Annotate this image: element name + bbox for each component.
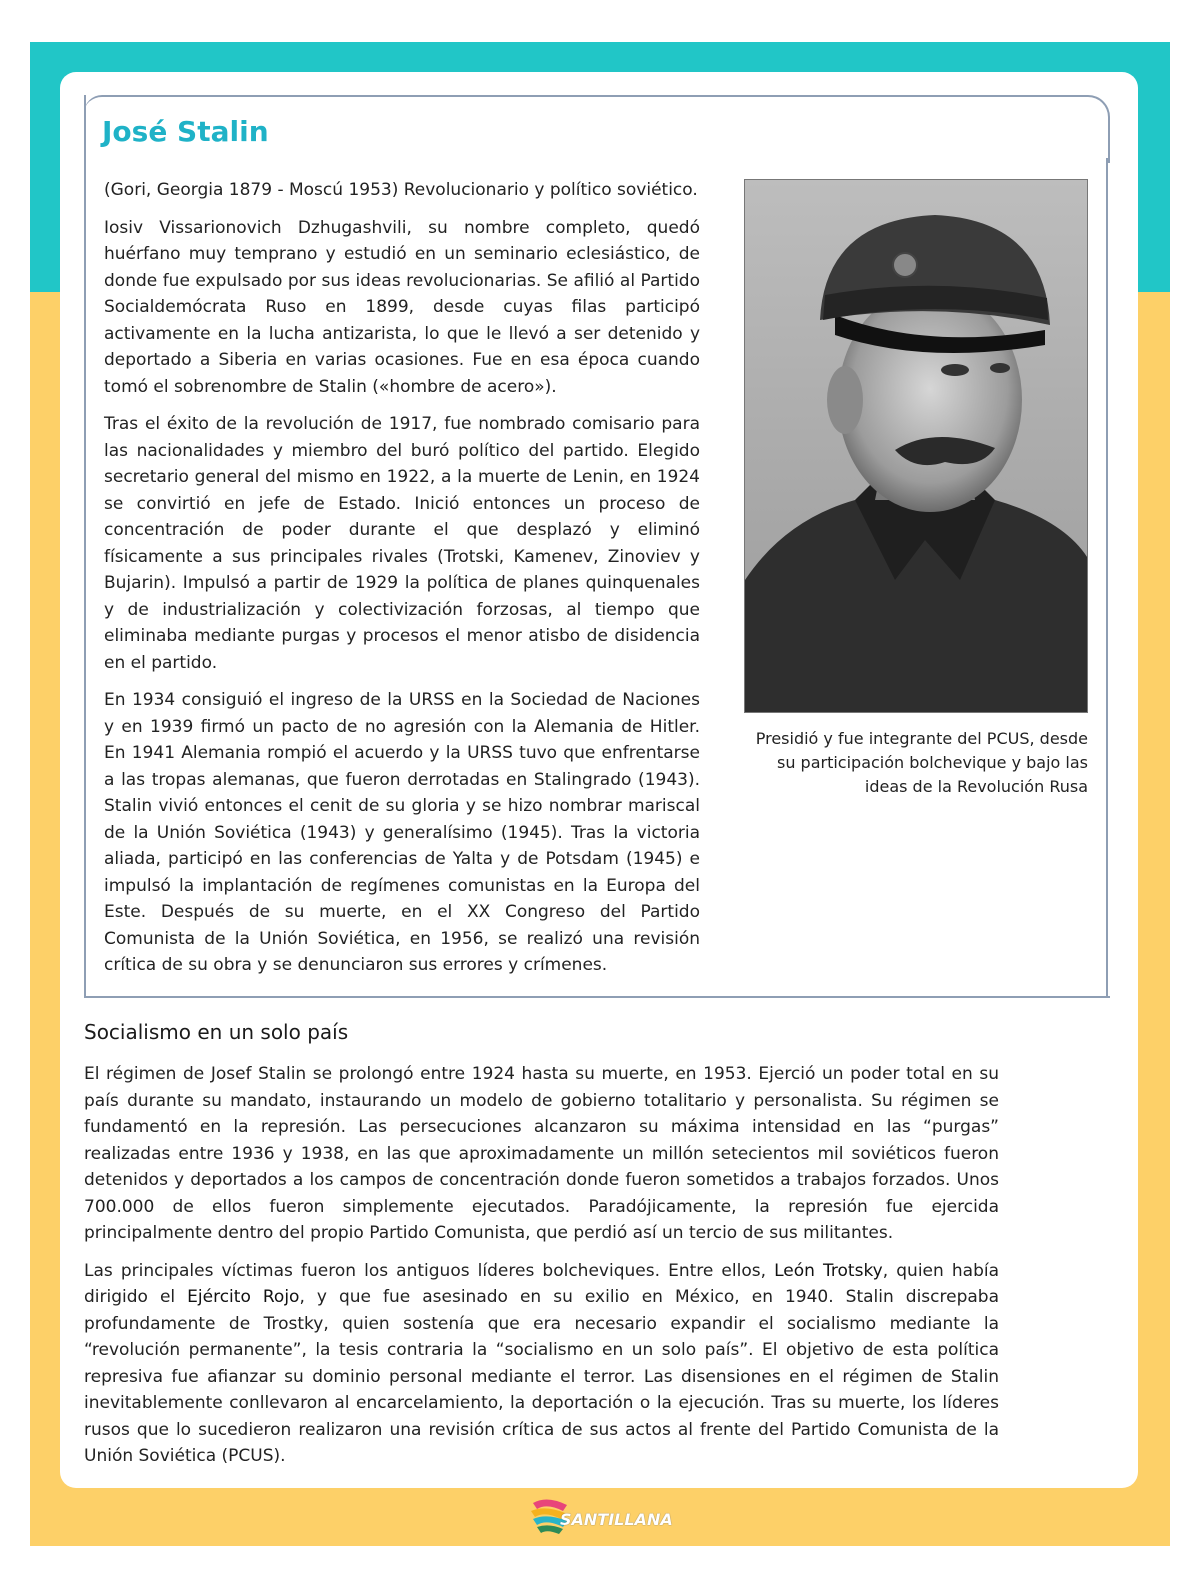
- text-span: , y que fue asesinado en su exilio en México, en 1940. Stalin discrepaba profundamente de Trostky, quien sostenía que era necesario expandir el socialismo mediante la “revolución permanente”, la tesis contraria la “socialismo en un solo país”. El objetivo de esta política represiva fue afianzar su dominio personal mediante el terror. Las disensiones en el régimen de Stalin inevitablemente conllevaron al encarcelamiento, la deportación o la ejecución. Tras su muerte, los líderes rusos que lo sucedieron realizaron una revisión crítica de sus actos al frente del Partido Comunista de la Unión Soviética (PCUS).: [84, 1287, 999, 1466]
- section-title: Socialismo en un solo país: [84, 1020, 349, 1044]
- section-paragraph: El régimen de Josef Stalin se prolongó entre 1924 hasta su muerte, en 1953. Ejerció un poder total en su país durante su mandato, instaurando un modelo de gobierno totalitario y personalista. Su régimen se fundamentó en la represión. Las persecuciones alcanzaron su máxima intensidad en las “purgas” realizadas entre 1936 y 1938, en las que aproximadamente un millón setecientos mil soviéticos fueron detenidos y deportados a los campos de concentración donde fueron sometidos a trabajos forzados. Unos 700.000 de ellos fueron simplemente ejecutados. Paradójicamente, la represión fue ejercida principalmente dentro del propio Partido Comunista, que perdió así un tercio de sus militantes.: [84, 1064, 999, 1243]
- portrait-illustration: [745, 180, 1088, 713]
- text-span: Las principales víctimas fueron los antiguos líderes bolcheviques. Entre ellos,: [84, 1260, 775, 1281]
- bio-paragraph: Tras el éxito de la revolución de 1917, fue nombrado comisario para las nacionalidades y miembro del buró político del partido. Elegido secretario general del mismo en 1922, a la muerte de Lenin, en 1924 se convirtió en jefe de Estado. Inició entonces un proceso de concentración de poder durante el que desplazó y eliminó físicamente a sus principales rivales (Trotski, Kamenev, Zinoviev y Bujarin). Impulsó a partir de 1929 la política de planes quinquenales y de industrialización y colectivización forzosas, al tiempo que eliminaba mediante purgas y procesos el menor atisbo de disidencia en el partido.: [104, 414, 700, 673]
- santillana-logo-text: SANTILLANA: [560, 1510, 673, 1529]
- bio-box-right-border: [1106, 158, 1108, 998]
- bio-text: [104, 177, 700, 990]
- bio-title: José Stalin: [102, 115, 269, 148]
- highlight-trotsky: León Trotsky: [774, 1260, 883, 1281]
- section-paragraph: [84, 1258, 999, 1470]
- bio-paragraph: (Gori, Georgia 1879 - Moscú 1953) Revolucionario y político soviético.: [104, 180, 698, 200]
- text-span: , quien había dirigido el: [84, 1260, 999, 1307]
- section-text: [84, 1061, 999, 1481]
- bio-paragraph: En 1934 consiguió el ingreso de la URSS en la Sociedad de Naciones y en 1939 firmó un pacto de no agresión con la Alemania de Hitler. En 1941 Alemania rompió el acuerdo y la URSS tuvo que enfrentarse a las tropas alemanas, que fueron derrotadas en Stalingrado (1943). Stalin vivió entonces el cenit de su gloria y se hizo nombrar mariscal de la Unión Soviética (1943) y generalísimo (1945). Tras la victoria aliada, participó en las conferencias de Yalta y de Potsdam (1945) e impulsó la implantación de regímenes comunistas en la Europa del Este. Después de su muerte, en el XX Congreso del Partido Comunista de la Unión Soviética, en 1956, se realizó una revisión crítica de su obra y se denunciaron sus errores y crímenes.: [104, 690, 700, 975]
- photo-caption: Presidió y fue integrante del PCUS, desde su participación bolchevique y bajo las ideas de la Revolución Rusa: [755, 729, 1088, 796]
- bio-paragraph: Iosiv Vissarionovich Dzhugashvili, su nombre completo, quedó huérfano muy temprano y estudió en un seminario eclesiástico, de donde fue expulsado por sus ideas revolucionarias. Se afilió al Partido Socialdemócrata Ruso en 1899, desde cuyas filas participó activamente en la lucha antizarista, lo que le llevó a ser detenido y deportado a Siberia en varias ocasiones. Fue en esa época cuando tomó el sobrenombre de Stalin («hombre de acero»).: [104, 217, 700, 397]
- portrait-photo: [744, 179, 1088, 713]
- highlight-ejercito-rojo: Ejército Rojo: [187, 1287, 300, 1307]
